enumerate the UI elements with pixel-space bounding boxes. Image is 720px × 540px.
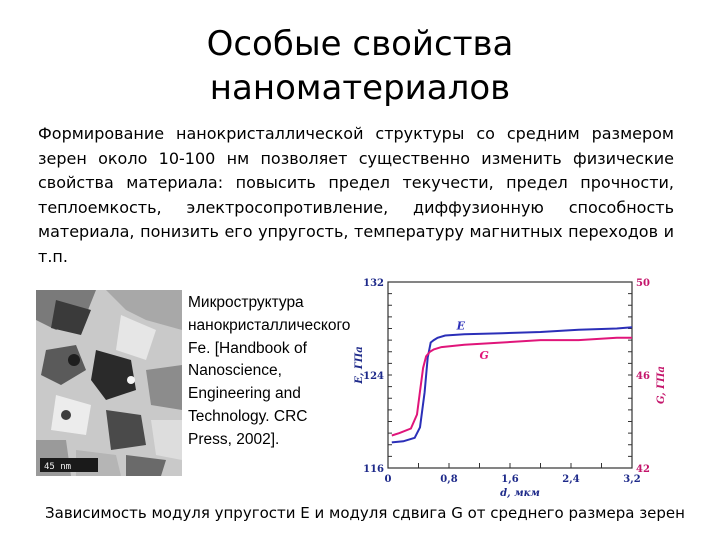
y-right-tick-label: 42: [636, 464, 650, 475]
y-left-axis-label: E, ГПа: [354, 346, 365, 384]
x-tick-label: 1,6: [501, 474, 519, 485]
x-tick-label: 3,2: [623, 474, 641, 485]
x-tick-label: 2,4: [562, 474, 580, 485]
slide-title-line2: наноматериалов: [209, 68, 511, 108]
y-left-tick-label: 132: [363, 278, 384, 289]
figure-caption: Зависимость модуля упругости E и модуля сдвига G от среднего размера зерен: [45, 504, 685, 522]
y-right-tick-label: 46: [636, 371, 650, 382]
slide-title-line1: Особые свойства: [206, 24, 514, 64]
microstructure-image: [36, 290, 182, 476]
microstructure-scale-label: 45 nm: [44, 462, 72, 472]
chart-frame: [388, 282, 632, 468]
slide-paragraph: Формирование нанокристаллической структуры со средним размером зерен около 10-100 нм позволяет существенно изменить физические свойства материала: повысить предел текучести, предел прочности, теплоемкость, электросопротивление, диффузионную способность материала, понизить его упругость, температуру магнитных переходов и т.п.: [38, 124, 674, 266]
y-left-tick-label: 116: [363, 464, 384, 475]
elastic-modulus-chart: [346, 270, 692, 502]
series-label-G: G: [479, 348, 489, 362]
y-right-tick-label: 50: [636, 278, 650, 289]
series-line-E: [392, 327, 632, 442]
y-right-axis-label: G, ГПа: [656, 366, 667, 404]
y-left-tick-label: 124: [363, 371, 384, 382]
series-label-E: E: [456, 319, 466, 333]
x-tick-label: 0: [384, 474, 392, 485]
slide-title: [140, 22, 580, 110]
x-tick-label: 0,8: [440, 474, 458, 485]
microstructure-caption: Микроструктура нанокристаллического Fe. [Handbook of Nanoscience, Engineering and Technology. CRC Press, 2002].: [188, 294, 351, 448]
x-axis-label: d, мкм: [500, 488, 540, 499]
